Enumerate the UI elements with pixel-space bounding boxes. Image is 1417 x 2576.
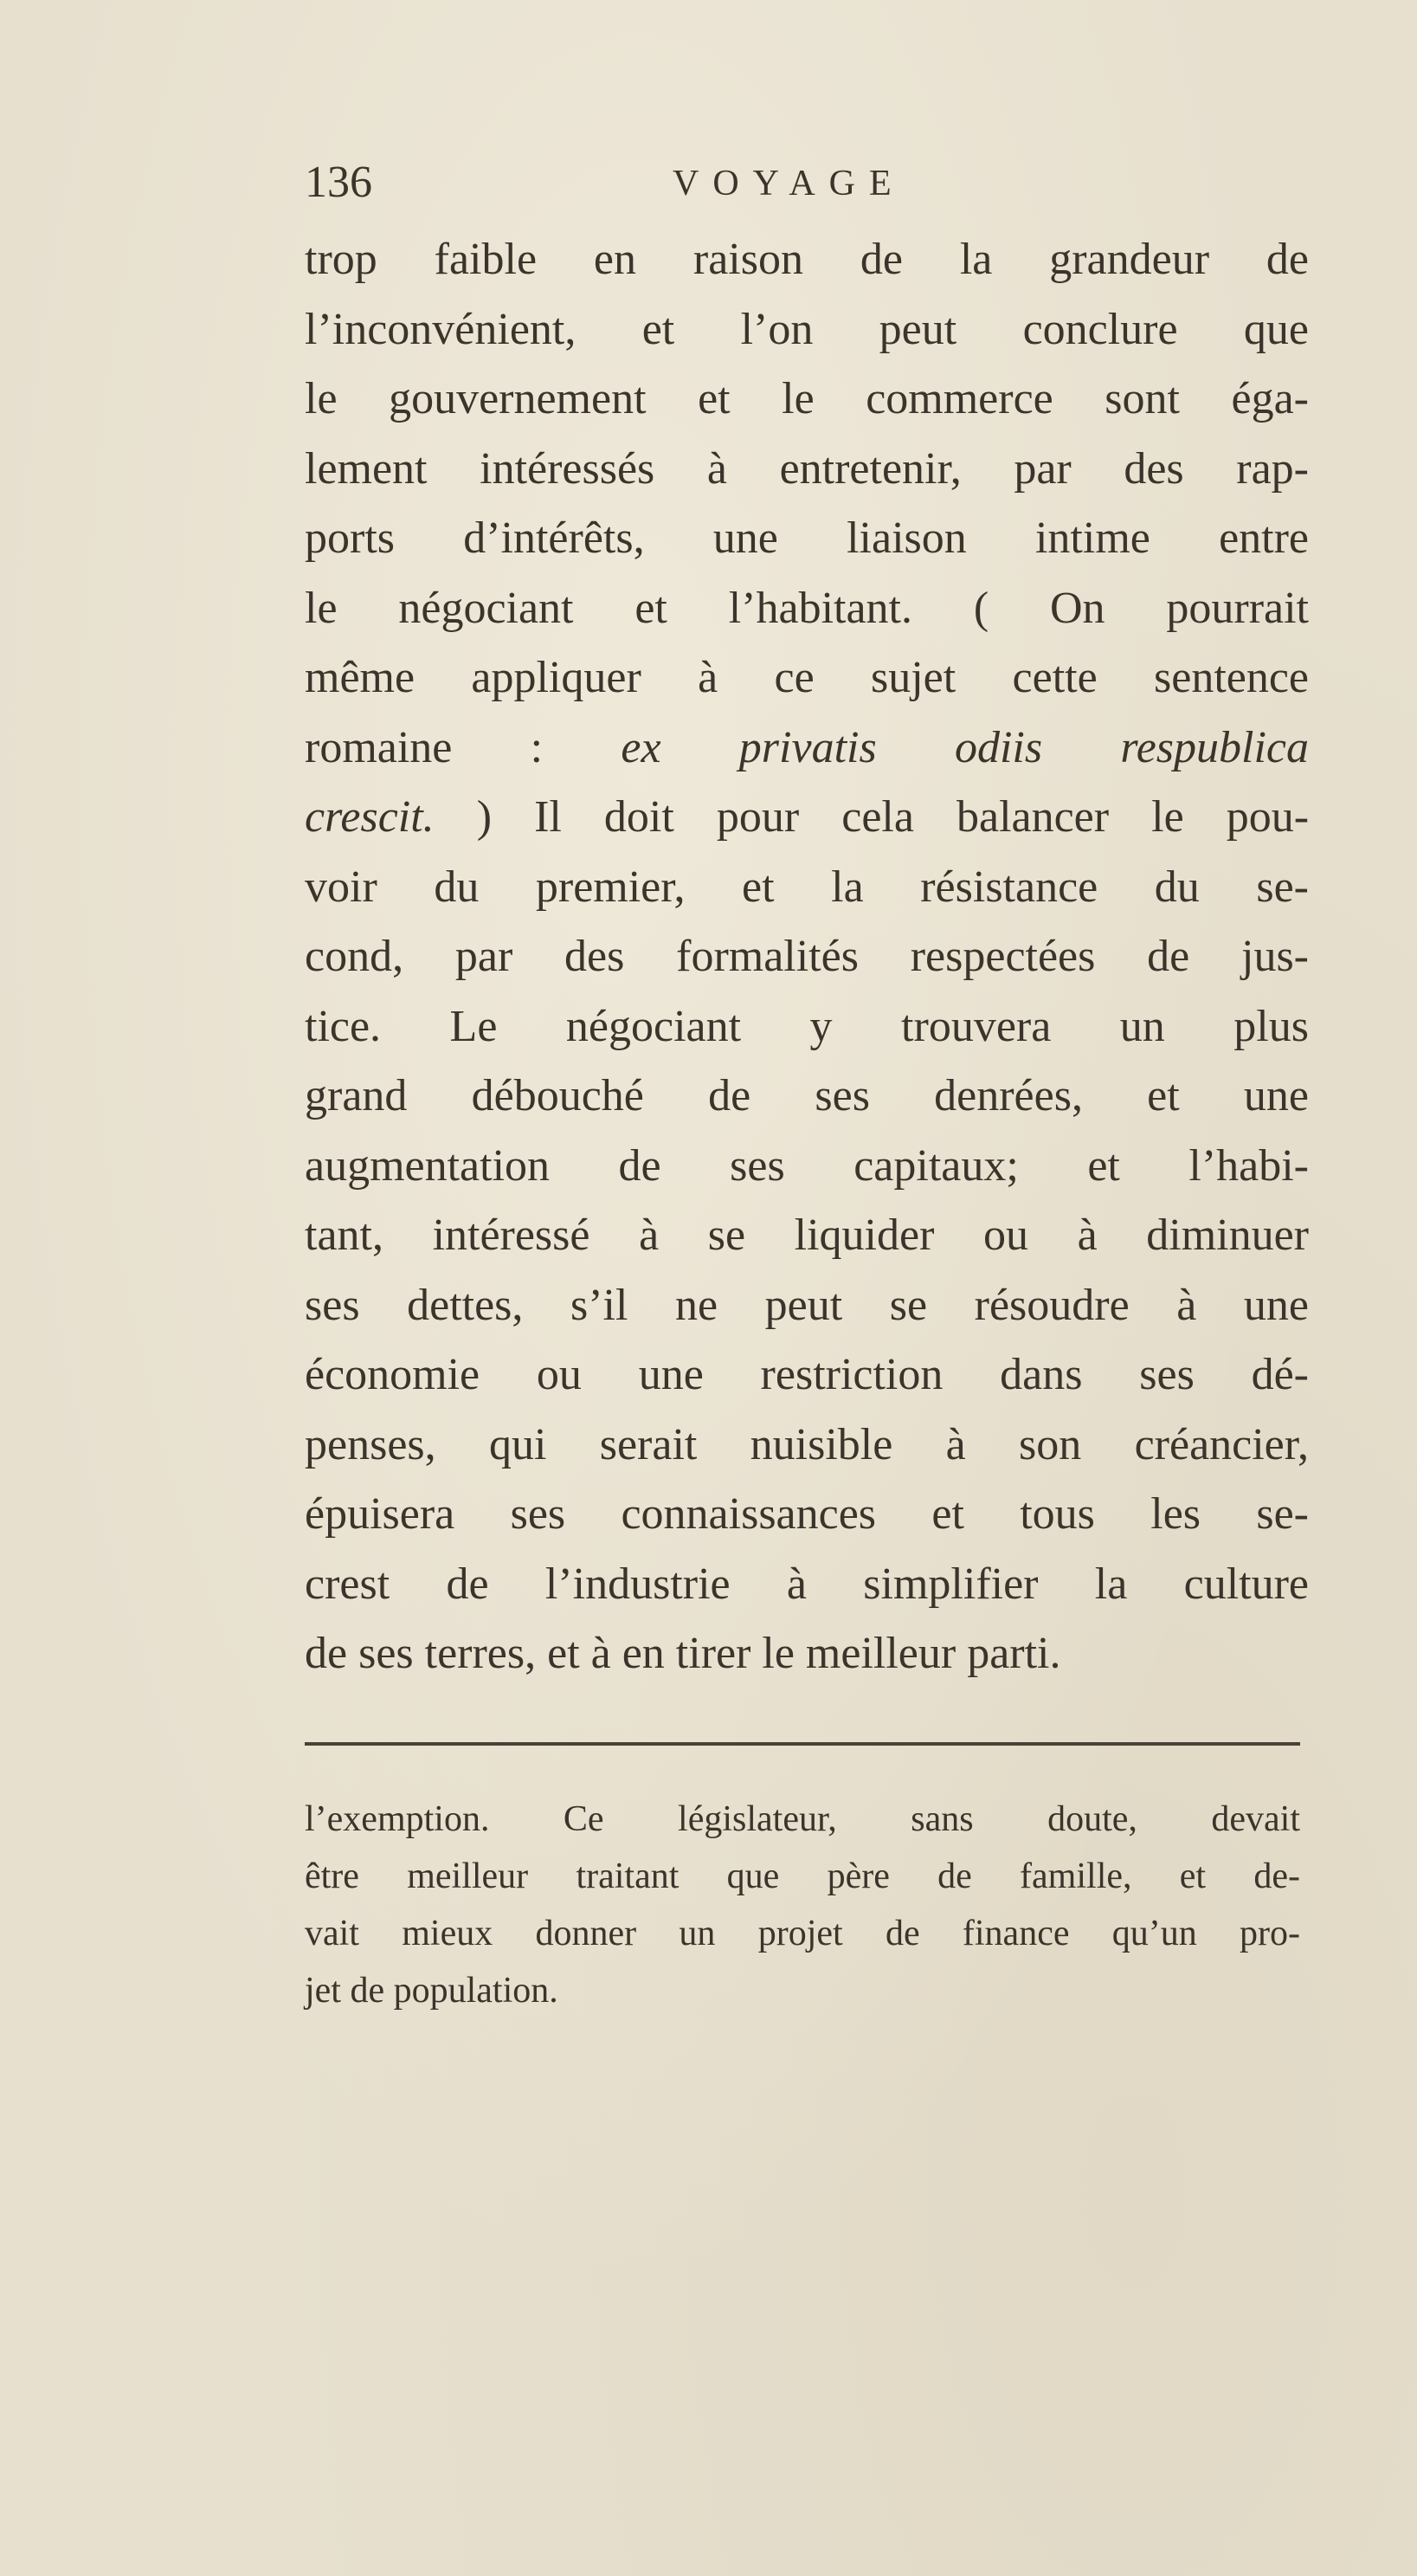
latin-word: crescit. bbox=[305, 792, 435, 842]
text-line: de ses terres, et à en tirer le meilleur parti. bbox=[305, 1629, 1061, 1678]
text-line: l’inconvénient, et l’on peut conclure que bbox=[305, 304, 1309, 354]
text-line: tant, intéressé à se liquider ou à diminuer bbox=[305, 1211, 1309, 1260]
footnote-line: être meilleur traitant que père de famille, et de- bbox=[305, 1856, 1300, 1896]
text-line: même appliquer à ce sujet cette sentence bbox=[305, 653, 1309, 702]
text-line: ses dettes, s’il ne peut se résoudre à une bbox=[305, 1280, 1309, 1330]
footnote-line: jet de population. bbox=[305, 1971, 558, 2011]
text-line bbox=[305, 783, 1309, 853]
footnote-rule bbox=[305, 1742, 1300, 1746]
text-line: voir du premier, et la résistance du se- bbox=[305, 862, 1309, 912]
text-line: lement intéressés à entretenir, par des rap- bbox=[305, 443, 1309, 494]
footnote bbox=[305, 1791, 1300, 2019]
text-line: ports d’intérêts, une liaison intime entre bbox=[305, 513, 1309, 563]
text-line: économie ou une restriction dans ses dé- bbox=[305, 1350, 1309, 1399]
text-line: le négociant et l’habitant. ( On pourrait bbox=[305, 583, 1309, 633]
footnote-line: vait mieux donner un projet de finance qu’un pro- bbox=[305, 1914, 1300, 1953]
text-line: trop faible en raison de la grandeur de bbox=[305, 235, 1309, 284]
text-line: tice. Le négociant y trouvera un plus bbox=[305, 1001, 1309, 1051]
text-line: crest de l’industrie à simplifier la culture bbox=[305, 1559, 1309, 1609]
text-fragment: romaine : bbox=[305, 722, 544, 772]
text-line: grand débouché de ses denrées, et une bbox=[305, 1071, 1309, 1120]
text-fragment: ) Il doit pour cela balancer le pou- bbox=[476, 792, 1310, 842]
footnote-line: l’exemption. Ce législateur, sans doute, devait bbox=[305, 1799, 1300, 1839]
text-line: penses, qui serait nuisible à son créancier, bbox=[305, 1419, 1309, 1469]
text-line: le gouvernement et le commerce sont éga- bbox=[305, 374, 1309, 423]
body-text bbox=[305, 225, 1309, 1689]
text-line: augmentation de ses capitaux; et l’habi- bbox=[305, 1140, 1309, 1191]
text-line: épuisera ses connaissances et tous les se- bbox=[305, 1489, 1309, 1539]
page-number: 136 bbox=[305, 158, 372, 207]
text-line bbox=[305, 713, 1309, 784]
running-title: VOYAGE bbox=[673, 164, 905, 203]
latin-phrase: ex privatis odiis respublica bbox=[621, 722, 1309, 772]
text-line: cond, par des formalités respectées de jus- bbox=[305, 932, 1309, 981]
page-header bbox=[305, 152, 1300, 222]
